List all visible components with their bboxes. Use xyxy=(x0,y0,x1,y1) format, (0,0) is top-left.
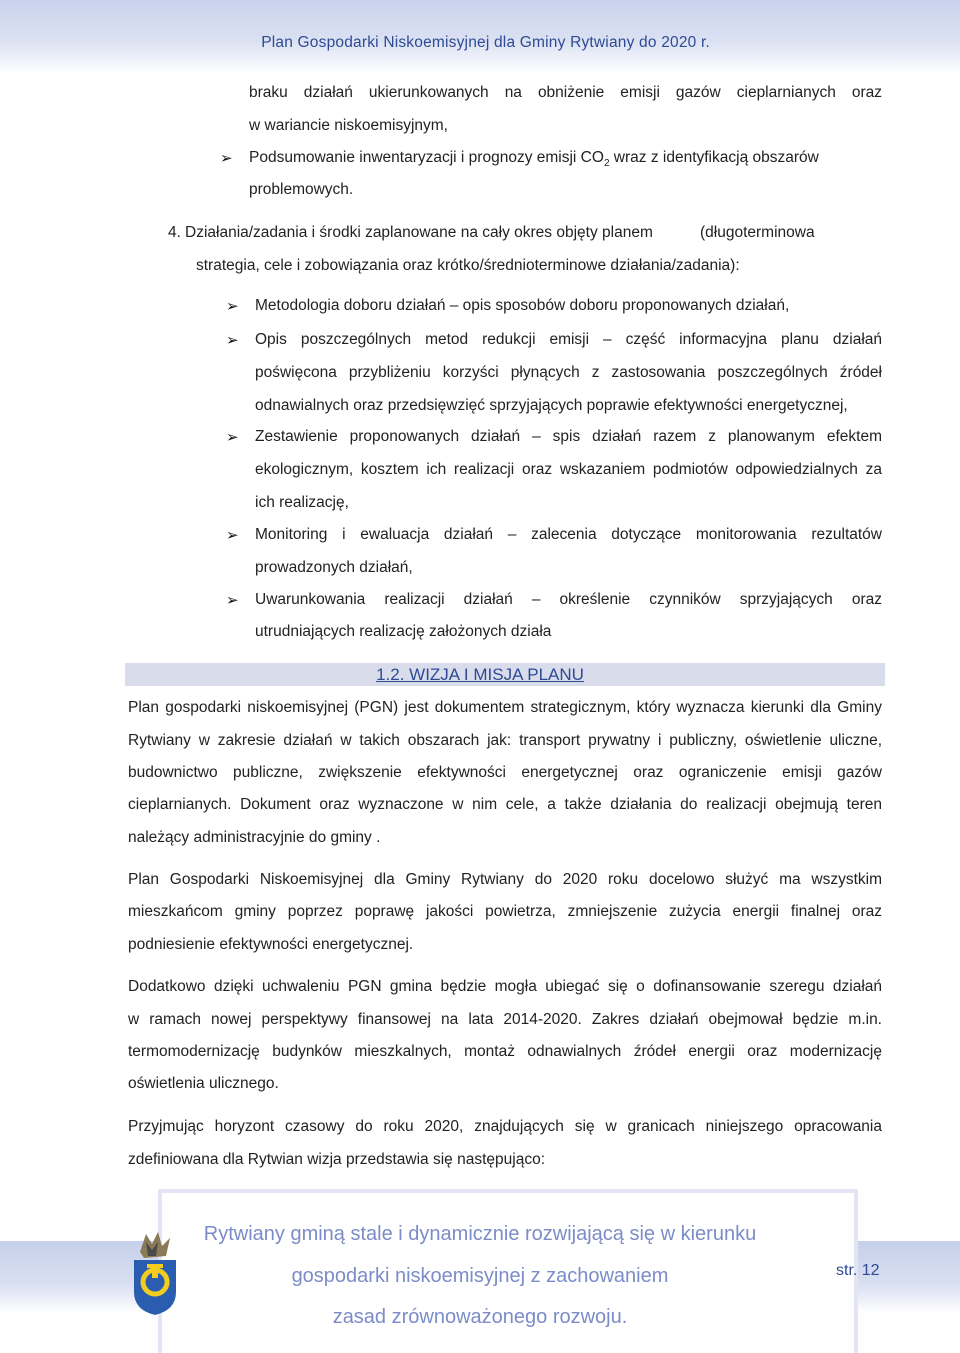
page-number: str. 12 xyxy=(836,1262,880,1279)
text-line: Metodologia doboru działań – opis sposobów doboru proponowanych działań, xyxy=(255,297,790,314)
text-line: utrudniających realizację założonych działa xyxy=(255,623,552,640)
text-line: Opis poszczególnych metod redukcji emisji – część informacyjna planu działań xyxy=(255,331,882,348)
text-line: mieszkańcom gminy poprzez poprawę jakości powietrza, zmniejszenie zużycia energii finalnej oraz xyxy=(128,903,882,920)
document-title: Plan Gospodarki Niskoemisyjnej dla Gminy Rytwiany do 2020 r. xyxy=(261,34,710,51)
text-line: cieplarnianych. Dokument oraz wyznaczone w nim cele, a także działania do realizacji obejmują teren xyxy=(128,796,882,813)
text-line: budownictwo publiczne, zwiększenie efektywności energetycznej oraz ograniczenie emisji gazów xyxy=(128,764,882,781)
arrow-bullet-icon: ➢ xyxy=(226,527,239,544)
arrow-bullet-icon: ➢ xyxy=(220,150,233,167)
arrow-bullet-icon: ➢ xyxy=(226,298,239,315)
text-line: strategia, cele i zobowiązania oraz krótko/średnioterminowe działania/zadania): xyxy=(196,257,740,274)
arrow-bullet-icon: ➢ xyxy=(226,332,239,349)
text-line: ekologicznym, kosztem ich realizacji oraz wskazaniem podmiotów odpowiedzialnych za xyxy=(255,461,882,478)
text-line: oświetlenia ulicznego. xyxy=(128,1075,279,1092)
list-number: 4. xyxy=(168,224,181,241)
vision-text: Rytwiany gminą stale i dynamicznie rozwijającą się w kierunku xyxy=(203,1223,757,1245)
vision-text: zasad zrównoważonego rozwoju. xyxy=(332,1306,628,1328)
text-line: braku działań ukierunkowanych na obniżenie emisji gazów cieplarnianych oraz xyxy=(249,84,882,101)
text-line: Monitoring i ewaluacja działań – zalecenia dotyczące monitorowania rezultatów xyxy=(255,526,882,543)
text-line: podniesienie efektywności energetycznej. xyxy=(128,936,414,953)
text-line: problemowych. xyxy=(249,181,354,198)
text-line: Plan gospodarki niskoemisyjnej (PGN) jest dokumentem strategicznym, który wyznacza kierunki dla Gminy xyxy=(128,699,882,716)
text-line: odnawialnych oraz przedsięwzięć sprzyjających poprawie efektywności energetycznej, xyxy=(255,397,848,414)
vision-text: gospodarki niskoemisyjnej z zachowaniem xyxy=(291,1265,669,1287)
text-line: Uwarunkowania realizacji działań – określenie czynników sprzyjających oraz xyxy=(255,591,882,608)
text-line: Plan Gospodarki Niskoemisyjnej dla Gminy Rytwiany do 2020 roku docelowo służyć ma wszystkim xyxy=(128,871,882,888)
text-line: w ramach nowej perspektywy finansowej na lata 2014-2020. Zakres działań obejmował będzie m.in. xyxy=(128,1011,882,1028)
text-line: zdefiniowana dla Rytwian wizja przedstawia się następująco: xyxy=(128,1151,546,1168)
text-line: Działania/zadania i środki zaplanowane na cały okres objęty planem xyxy=(185,224,653,241)
text-line: w wariancie niskoemisyjnym, xyxy=(249,117,448,134)
coat-of-arms-icon xyxy=(132,1230,178,1316)
text-line: poświęcona przybliżeniu korzyści płynących z zastosowania poszczególnych źródeł xyxy=(255,364,882,381)
text-line: termomodernizację budynków mieszkalnych, montaż odnawialnych źródeł energii oraz modernizację xyxy=(128,1043,882,1060)
section-heading: 1.2. WIZJA I MISJA PLANU xyxy=(376,665,584,684)
text-line: Przyjmując horyzont czasowy do roku 2020, znajdujących się w granicach niniejszego opracowania xyxy=(128,1118,882,1135)
text-line: Zestawienie proponowanych działań – spis działań razem z planowanym efektem xyxy=(255,428,882,445)
arrow-bullet-icon: ➢ xyxy=(226,592,239,609)
text-line: Dodatkowo dzięki uchwaleniu PGN gmina będzie mogła ubiegać się o dofinansowanie szeregu działań xyxy=(128,978,882,995)
text-line: Podsumowanie inwentaryzacji i prognozy emisji $CO_2$ wraz z identyfikacją obszarów xyxy=(249,149,819,170)
text-line: ich realizację, xyxy=(255,494,349,511)
text-line: należący administracyjnie do gminy . xyxy=(128,829,381,846)
text-line: prowadzonych działań, xyxy=(255,559,413,576)
text-line: (długoterminowa xyxy=(700,224,815,241)
text-line: Rytwiany w zakresie działań w takich obszarach jak: transport prywatny i publiczny, oświetlenie uliczne, xyxy=(128,732,882,749)
page-header xyxy=(0,0,960,74)
arrow-bullet-icon: ➢ xyxy=(226,429,239,446)
